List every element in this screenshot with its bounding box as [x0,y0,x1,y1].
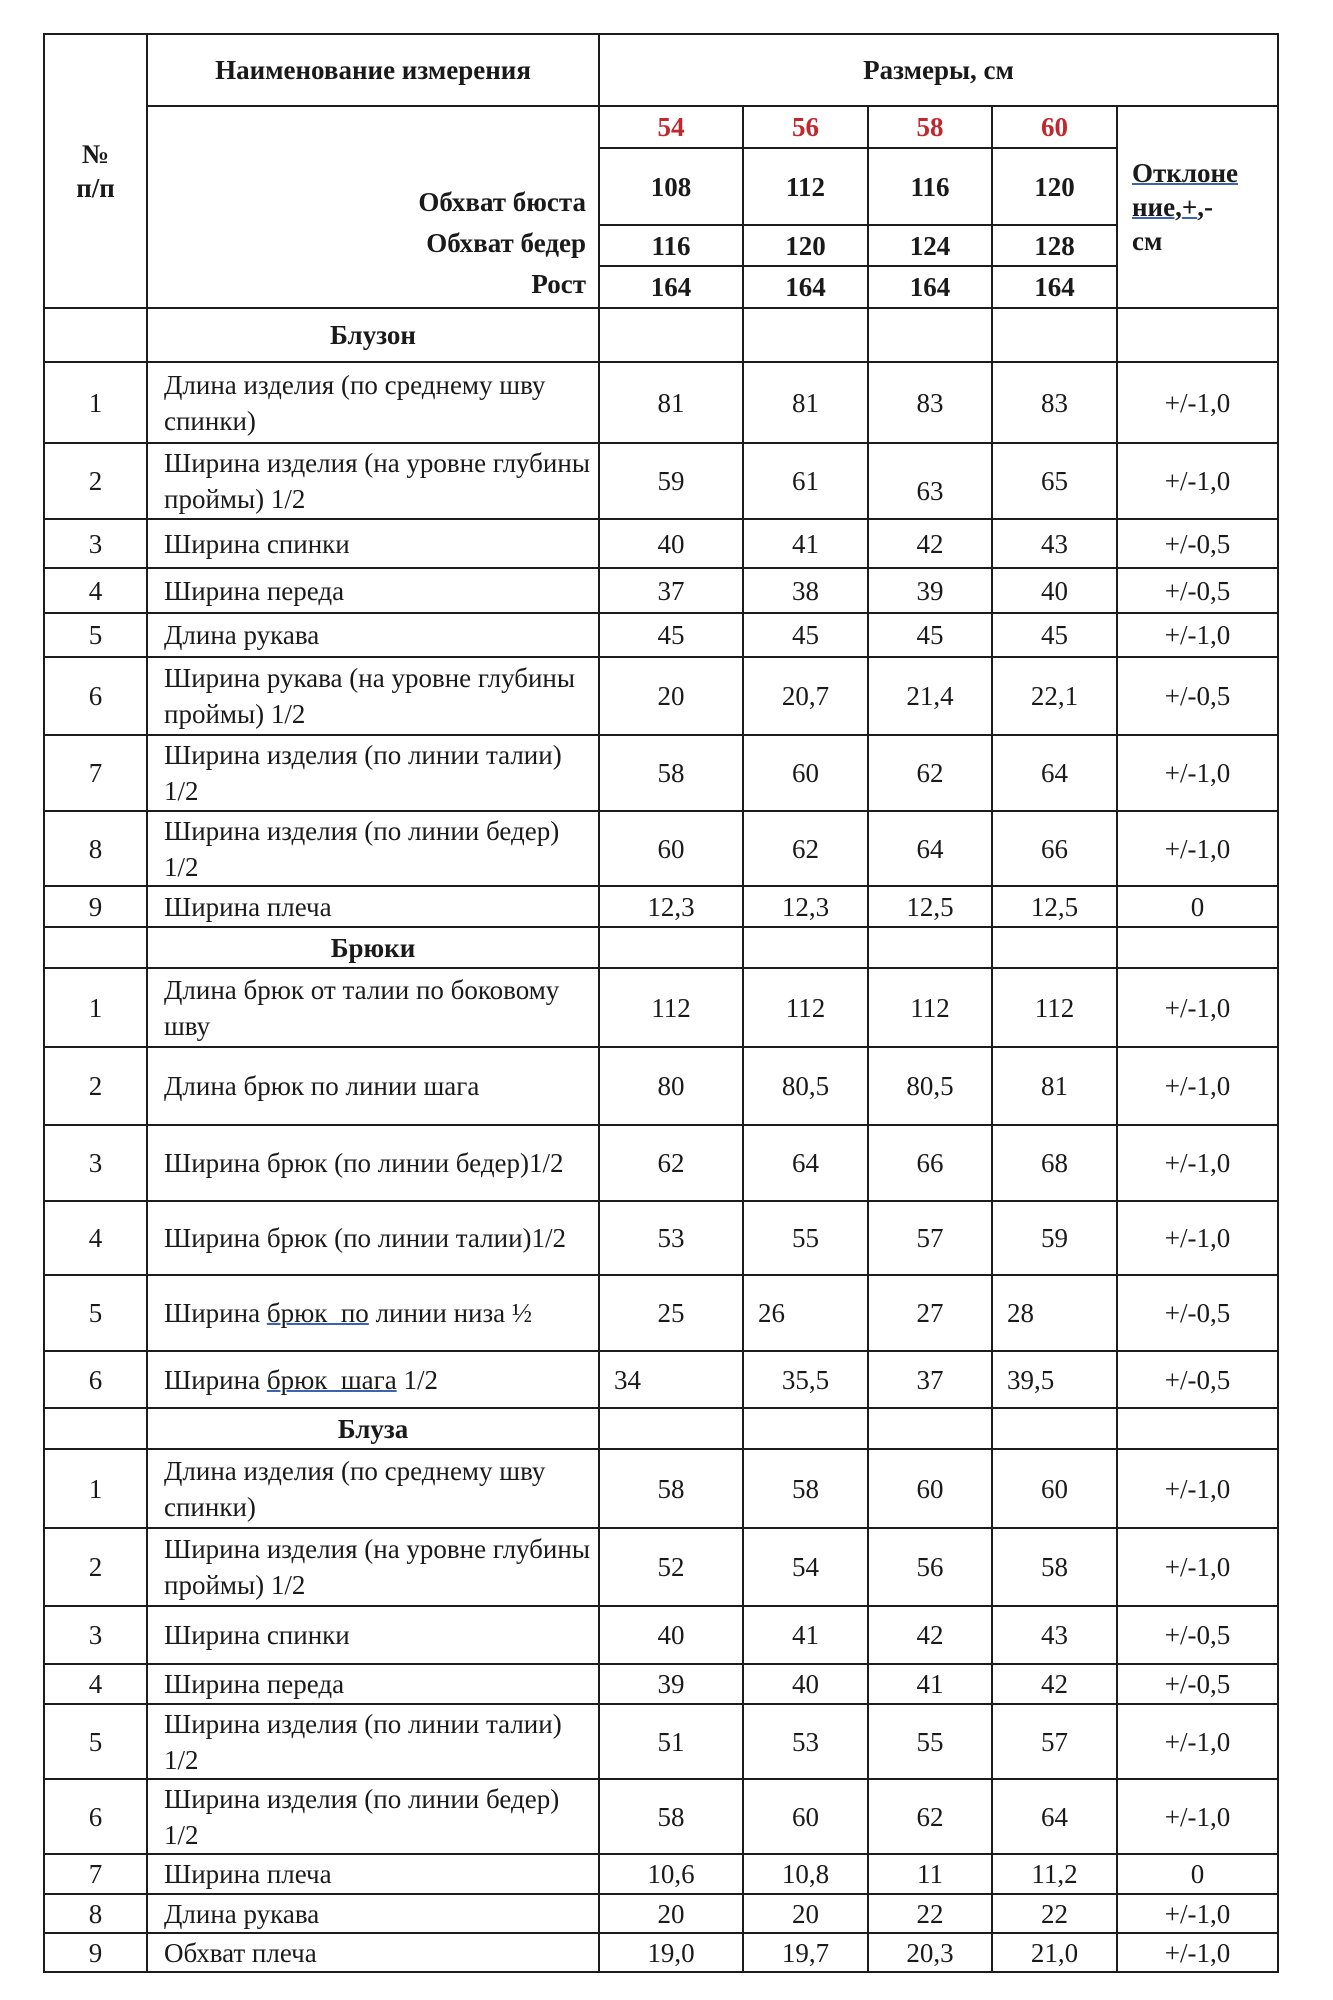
size-value: 83 [992,362,1117,443]
height-label: Рост [531,269,586,299]
size-value: 45 [868,613,992,657]
table-row [44,1779,1278,1854]
measurement-name: Ширина изделия (по линии бедер) 1/2 [147,1779,599,1854]
header-row-size-numbers [44,106,1278,148]
hips-value: 128 [992,225,1117,266]
size-value: 64 [992,735,1117,811]
size-value: 57 [992,1704,1117,1779]
table-row [44,968,1278,1047]
measurement-name-suffix: 1/2 [396,1364,438,1395]
measurement-name: Длина изделия (по среднему шву спинки) [147,362,599,443]
size-58: 58 [868,106,992,148]
size-value: 83 [868,362,992,443]
empty-cell [743,927,868,968]
table-row [44,1664,1278,1704]
size-value: 28 [992,1275,1117,1351]
height-value: 164 [868,266,992,308]
table-row [44,1704,1278,1779]
deviation-value: 0 [1117,1854,1278,1894]
size-value: 54 [743,1528,868,1606]
measurement-name: Ширина плеча [147,1854,599,1894]
deviation-value: +/-1,0 [1117,1779,1278,1854]
size-value: 53 [599,1201,743,1275]
measurement-name: Ширина брюк (по линии бедер)1/2 [147,1125,599,1201]
size-value: 22,1 [992,657,1117,735]
deviation-value: +/-0,5 [1117,519,1278,568]
size-value: 10,6 [599,1854,743,1894]
measurement-name: Ширина переда [147,1664,599,1704]
size-value: 60 [868,1449,992,1528]
table-row [44,519,1278,568]
number-column-header [44,34,147,308]
table-row [44,1047,1278,1125]
number-pp-label: п/п [76,173,115,203]
row-number: 2 [44,1047,147,1125]
size-value: 81 [599,362,743,443]
size-value: 22 [868,1894,992,1933]
height-value: 164 [743,266,868,308]
empty-cell [743,1408,868,1449]
empty-cell [868,1408,992,1449]
table-row [44,1528,1278,1606]
empty-cell [1117,1408,1278,1449]
measurement-name: Обхват плеча [147,1933,599,1972]
row-number: 7 [44,1854,147,1894]
height-value: 164 [992,266,1117,308]
table-row [44,657,1278,735]
row-number: 7 [44,735,147,811]
size-value: 68 [992,1125,1117,1201]
size-value: 64 [992,1779,1117,1854]
measurement-name: Ширина изделия (по линии бедер) 1/2 [147,811,599,886]
deviation-value: +/-1,0 [1117,613,1278,657]
sizes-header: Размеры, см [599,34,1278,106]
size-value: 81 [743,362,868,443]
measurement-name-underlined: брюк шага [266,1364,397,1395]
size-value: 27 [868,1275,992,1351]
table-row [44,1933,1278,1972]
measurement-name: Ширина спинки [147,1606,599,1664]
section-title: Брюки [147,927,599,968]
size-value: 64 [743,1125,868,1201]
size-value: 112 [743,968,868,1047]
row-number: 2 [44,1528,147,1606]
table-row [44,1201,1278,1275]
number-sign-label: № [81,139,110,169]
hips-value: 116 [599,225,743,266]
deviation-value: +/-0,5 [1117,1606,1278,1664]
size-value: 21,4 [868,657,992,735]
size-value: 42 [868,519,992,568]
hips-label: Обхват бедер [426,228,586,258]
deviation-value: +/-1,0 [1117,735,1278,811]
bust-value: 116 [868,148,992,225]
table-row [44,1275,1278,1351]
size-value: 19,0 [599,1933,743,1972]
size-value: 60 [599,811,743,886]
empty-cell [1117,927,1278,968]
deviation-value: +/-1,0 [1117,1449,1278,1528]
table-row [44,1606,1278,1664]
size-value: 80 [599,1047,743,1125]
row-number: 6 [44,657,147,735]
size-value: 22 [992,1894,1117,1933]
measurement-name [147,1351,599,1408]
deviation-value: +/-1,0 [1117,811,1278,886]
size-value: 35,5 [743,1351,868,1408]
size-value: 53 [743,1704,868,1779]
measurement-name: Ширина изделия (на уровне глубины проймы) 1/2 [147,443,599,519]
size-value: 52 [599,1528,743,1606]
empty-cell [599,308,743,362]
empty-cell [868,308,992,362]
empty-cell [868,927,992,968]
measurement-name: Длина изделия (по среднему шву спинки) [147,1449,599,1528]
deviation-label-part2: ние, [1132,192,1182,222]
empty-cell [599,927,743,968]
row-number: 2 [44,443,147,519]
measurement-name: Длина рукава [147,613,599,657]
section-number-cell [44,1408,147,1449]
row-number: 8 [44,811,147,886]
deviation-value: +/-1,0 [1117,443,1278,519]
measurement-name: Ширина изделия (по линии талии) 1/2 [147,735,599,811]
size-value: 40 [599,1606,743,1664]
size-value: 20 [599,1894,743,1933]
size-value: 57 [868,1201,992,1275]
hips-value: 120 [743,225,868,266]
size-value: 66 [992,811,1117,886]
size-value: 12,5 [992,886,1117,927]
section-title: Блуза [147,1408,599,1449]
size-value: 39,5 [992,1351,1117,1408]
bust-label: Обхват бюста [418,187,586,217]
table-row [44,811,1278,886]
section-number-cell [44,927,147,968]
size-value: 80,5 [868,1047,992,1125]
measurement-name: Ширина рукава (на уровне глубины проймы) 1/2 [147,657,599,735]
deviation-value: +/-1,0 [1117,968,1278,1047]
size-value: 40 [743,1664,868,1704]
deviation-value: +/-0,5 [1117,1351,1278,1408]
table-row [44,735,1278,811]
deviation-value: +/-1,0 [1117,1704,1278,1779]
bust-value: 120 [992,148,1117,225]
empty-cell [992,308,1117,362]
size-value: 20,7 [743,657,868,735]
size-value-cell [868,443,992,519]
size-value: 112 [992,968,1117,1047]
size-value: 40 [992,568,1117,613]
measurement-name: Длина рукава [147,1894,599,1933]
size-table [43,33,1279,1973]
size-value: 55 [868,1704,992,1779]
section-header-row [44,1408,1278,1449]
size-value: 38 [743,568,868,613]
size-value: 58 [599,1449,743,1528]
size-value: 60 [992,1449,1117,1528]
size-value: 62 [868,1779,992,1854]
deviation-value: +/-1,0 [1117,1125,1278,1201]
size-value: 25 [599,1275,743,1351]
size-value: 12,3 [743,886,868,927]
size-value: 39 [868,568,992,613]
size-value: 51 [599,1704,743,1779]
size-value: 20 [743,1894,868,1933]
row-number: 9 [44,886,147,927]
table-row [44,613,1278,657]
row-number: 4 [44,568,147,613]
hips-value: 124 [868,225,992,266]
size-value: 45 [992,613,1117,657]
size-value: 43 [992,519,1117,568]
deviation-value: 0 [1117,886,1278,927]
measurement-name: Ширина брюк (по линии талии)1/2 [147,1201,599,1275]
size-table-body [44,34,1278,1972]
deviation-value: +/-1,0 [1117,1047,1278,1125]
size-value: 19,7 [743,1933,868,1972]
size-60: 60 [992,106,1117,148]
size-value: 37 [868,1351,992,1408]
row-number: 6 [44,1351,147,1408]
table-row [44,886,1278,927]
bust-value: 108 [599,148,743,225]
section-number-cell [44,308,147,362]
size-54: 54 [599,106,743,148]
size-value: 56 [868,1528,992,1606]
size-value: 42 [992,1664,1117,1704]
size-value: 60 [743,735,868,811]
size-value: 21,0 [992,1933,1117,1972]
size-value: 41 [743,519,868,568]
measurement-name [147,1275,599,1351]
empty-cell [743,308,868,362]
row-number: 5 [44,613,147,657]
row-number: 3 [44,519,147,568]
deviation-value: +/-1,0 [1117,1201,1278,1275]
deviation-value: +/-1,0 [1117,1894,1278,1933]
size-value: 58 [599,1779,743,1854]
deviation-label-part5: см [1132,226,1163,256]
empty-cell [1117,308,1278,362]
size-value: 66 [868,1125,992,1201]
size-value: 61 [743,443,868,519]
measurement-name: Ширина переда [147,568,599,613]
measurement-name-underlined: брюк по [266,1298,369,1328]
row-number: 4 [44,1664,147,1704]
row-number: 1 [44,1449,147,1528]
deviation-value: +/-1,0 [1117,1933,1278,1972]
table-row [44,443,1278,519]
size-value: 58 [599,735,743,811]
size-value: 43 [992,1606,1117,1664]
size-value: 59 [992,1201,1117,1275]
row-number: 4 [44,1201,147,1275]
size-value: 45 [599,613,743,657]
deviation-value: +/-1,0 [1117,362,1278,443]
deviation-value: +/-0,5 [1117,1275,1278,1351]
size-value: 41 [868,1664,992,1704]
row-number: 3 [44,1606,147,1664]
size-56: 56 [743,106,868,148]
size-value: 11,2 [992,1854,1117,1894]
measurement-name-prefix: Ширина [164,1364,267,1395]
measurement-name: Ширина спинки [147,519,599,568]
measurement-name: Длина брюк от талии по боковому шву [147,968,599,1047]
size-value: 62 [868,735,992,811]
bust-value: 112 [743,148,868,225]
section-header-row [44,308,1278,362]
empty-cell [992,1408,1117,1449]
height-value: 164 [599,266,743,308]
measurement-name: Ширина изделия (на уровне глубины проймы) 1/2 [147,1528,599,1606]
table-row [44,1351,1278,1408]
deviation-label-part3: + [1181,192,1198,222]
size-value: 10,8 [743,1854,868,1894]
measurement-name: Ширина плеча [147,886,599,927]
row-number: 1 [44,362,147,443]
size-value: 40 [599,519,743,568]
size-value: 64 [868,811,992,886]
measurement-name-suffix: линии низа ½ [368,1298,533,1328]
section-title: Блузон [147,308,599,362]
table-row [44,1125,1278,1201]
table-row [44,1894,1278,1933]
deviation-label-part1: Отклоне [1132,158,1239,188]
empty-cell [599,1408,743,1449]
row-number: 3 [44,1125,147,1201]
deviation-value: +/-0,5 [1117,568,1278,613]
deviation-label-part4: ,- [1197,192,1213,222]
size-value: 39 [599,1664,743,1704]
size-chart-document [43,33,1277,1971]
table-row [44,1449,1278,1528]
row-number: 1 [44,968,147,1047]
measurement-name: Длина брюк по линии шага [147,1047,599,1125]
deviation-value: +/-0,5 [1117,657,1278,735]
size-value: 59 [599,443,743,519]
measurement-name: Ширина изделия (по линии талии) 1/2 [147,1704,599,1779]
size-value: 112 [868,968,992,1047]
size-value: 41 [743,1606,868,1664]
row-number: 9 [44,1933,147,1972]
header-row-titles [44,34,1278,106]
deviation-value: +/-1,0 [1117,1528,1278,1606]
size-value: 58 [743,1449,868,1528]
measure-name-header: Наименование измерения [147,34,599,106]
size-value: 37 [599,568,743,613]
size-value: 45 [743,613,868,657]
size-value: 112 [599,968,743,1047]
size-value: 65 [992,443,1117,519]
size-value: 81 [992,1047,1117,1125]
size-value: 62 [743,811,868,886]
empty-cell [992,927,1117,968]
table-row [44,362,1278,443]
table-row [44,1854,1278,1894]
size-value: 80,5 [743,1047,868,1125]
size-value: 60 [743,1779,868,1854]
body-measurements-labels [147,106,599,308]
size-value: 12,5 [868,886,992,927]
row-number: 6 [44,1779,147,1854]
size-value: 42 [868,1606,992,1664]
size-value: 11 [868,1854,992,1894]
size-value: 63 [916,476,944,506]
size-value: 12,3 [599,886,743,927]
size-value: 58 [992,1528,1117,1606]
size-value: 62 [599,1125,743,1201]
row-number: 5 [44,1275,147,1351]
deviation-header [1117,106,1278,308]
size-value: 20 [599,657,743,735]
row-number: 8 [44,1894,147,1933]
size-value: 26 [743,1275,868,1351]
deviation-value: +/-0,5 [1117,1664,1278,1704]
measurement-name-prefix: Ширина [164,1298,267,1328]
size-value: 34 [599,1351,743,1408]
size-value: 55 [743,1201,868,1275]
size-value: 20,3 [868,1933,992,1972]
row-number: 5 [44,1704,147,1779]
section-header-row [44,927,1278,968]
table-row [44,568,1278,613]
